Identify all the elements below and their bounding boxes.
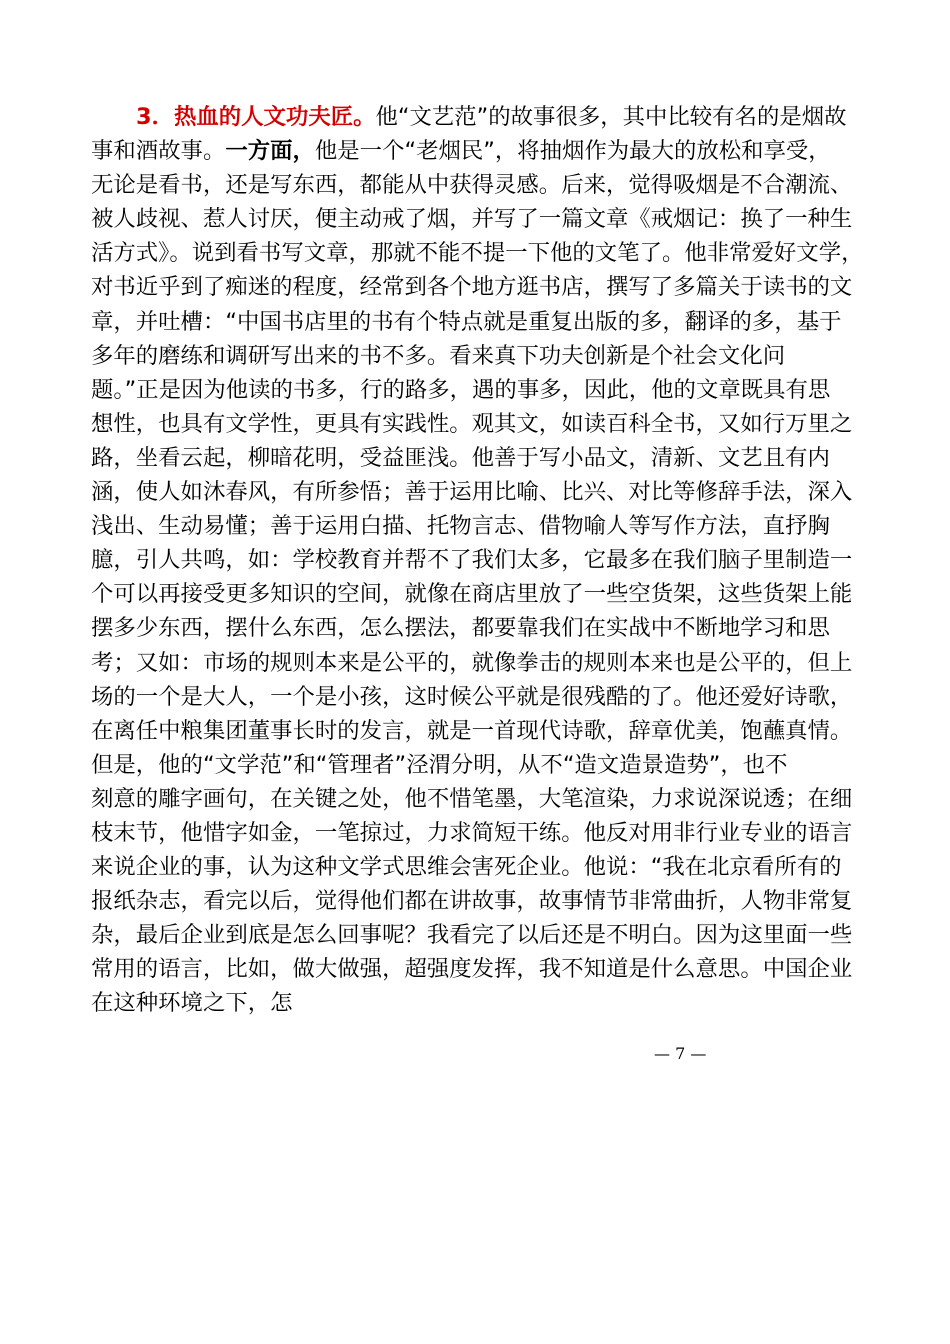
paragraph-line: 考；又如：市场的规则本来是公平的，就像拳击的规则本来也是公平的，但上: [91, 649, 853, 676]
paragraph-line: 涵，使人如沐春风，有所参悟；善于运用比喻、比兴、对比等修辞手法，深入: [91, 479, 853, 506]
paragraph-line: 章，并吐槽：“中国书店里的书有个特点就是重复出版的多，翻译的多，基于: [91, 308, 842, 335]
page-number: — 7 —: [654, 1044, 707, 1063]
paragraph-line: 路，坐看云起，柳暗花明，受益匪浅。他善于写小品文，清新、文艺且有内: [91, 444, 830, 471]
paragraph-line: 浅出、生动易懂；善于运用白描、托物言志、借物喻人等写作方法，直抒胸: [91, 513, 830, 540]
paragraph-line: 个可以再接受更多知识的空间，就像在商店里放了一些空货架，这些货架上能: [91, 581, 853, 608]
paragraph-line: 臆，引人共鸣，如：学校教育并帮不了我们太多，它最多在我们脑子里制造一: [91, 547, 853, 574]
paragraph-line: [91, 100, 863, 134]
paragraph-line: 多年的磨练和调研写出来的书不多。看来真下功夫创新是个社会文化问: [91, 342, 786, 369]
paragraph-line: 枝末节，他惜字如金，一笔掠过，力求简短干练。他反对用非行业专业的语言: [91, 819, 853, 846]
body-text: [91, 100, 863, 1021]
paragraph-line: 摆多少东西，摆什么东西，怎么摆法，都要靠我们在实战中不断地学习和思: [91, 615, 830, 642]
line-text: 他是一个“老烟民”，将抽烟作为最大的放松和享受，: [314, 138, 831, 165]
paragraph-line: 但是，他的“文学范”和“管理者”泾渭分明，从不“造文造景造势”，也不: [91, 751, 788, 778]
paragraph-line: 杂，最后企业到底是怎么回事呢？我看完了以后还是不明白。因为这里面一些: [91, 922, 853, 949]
paragraph-line: 常用的语言，比如，做大做强，超强度发挥，我不知道是什么意思。中国企业: [91, 956, 853, 983]
paragraph-line: 来说企业的事，认为这种文学式思维会害死企业。他说：“我在北京看所有的: [91, 854, 842, 881]
line-text: 事和酒故事。: [91, 138, 226, 165]
paragraph-line: 被人歧视、惹人讨厌，便主动戒了烟，并写了一篇文章《戒烟记：换了一种生: [91, 206, 853, 233]
paragraph-line: 报纸杂志，看完以后，觉得他们都在讲故事，故事情节非常曲折，人物非常复: [91, 888, 853, 915]
paragraph-line: 对书近乎到了痴迷的程度，经常到各个地方逛书店，撰写了多篇关于读书的文: [91, 274, 853, 301]
paragraph-line: 无论是看书，还是写东西，都能从中获得灵感。后来，觉得吸烟是不合潮流、: [91, 172, 853, 199]
paragraph-line: 活方式》。说到看书写文章，那就不能不提一下他的文笔了。他非常爱好文学，: [91, 240, 864, 267]
paragraph-line: 在离任中粮集团董事长时的发言，就是一首现代诗歌，辞章优美，饱蘸真情。: [91, 717, 853, 744]
paragraph-line: 在这种环境之下，怎: [91, 990, 293, 1017]
line-text: 他“文艺范”的故事很多，其中比较有名的是烟故: [375, 104, 847, 130]
bold-phrase: 一方面，: [225, 138, 315, 165]
paragraph-line: 题。”正是因为他读的书多，行的路多，遇的事多，因此，他的文章既具有思: [91, 376, 831, 403]
paragraph-line: 想性，也具有文学性，更具有实践性。观其文，如读百科全书，又如行万里之: [91, 410, 853, 437]
paragraph-line: [91, 134, 863, 168]
paragraph-line: 刻意的雕字画句，在关键之处，他不惜笔墨，大笔渲染，力求说深说透；在细: [91, 785, 853, 812]
section-heading: 3．热血的人文功夫匠。: [136, 104, 376, 130]
paragraph-line: 场的一个是大人，一个是小孩，这时候公平就是很残酷的了。他还爱好诗歌，: [91, 683, 853, 710]
